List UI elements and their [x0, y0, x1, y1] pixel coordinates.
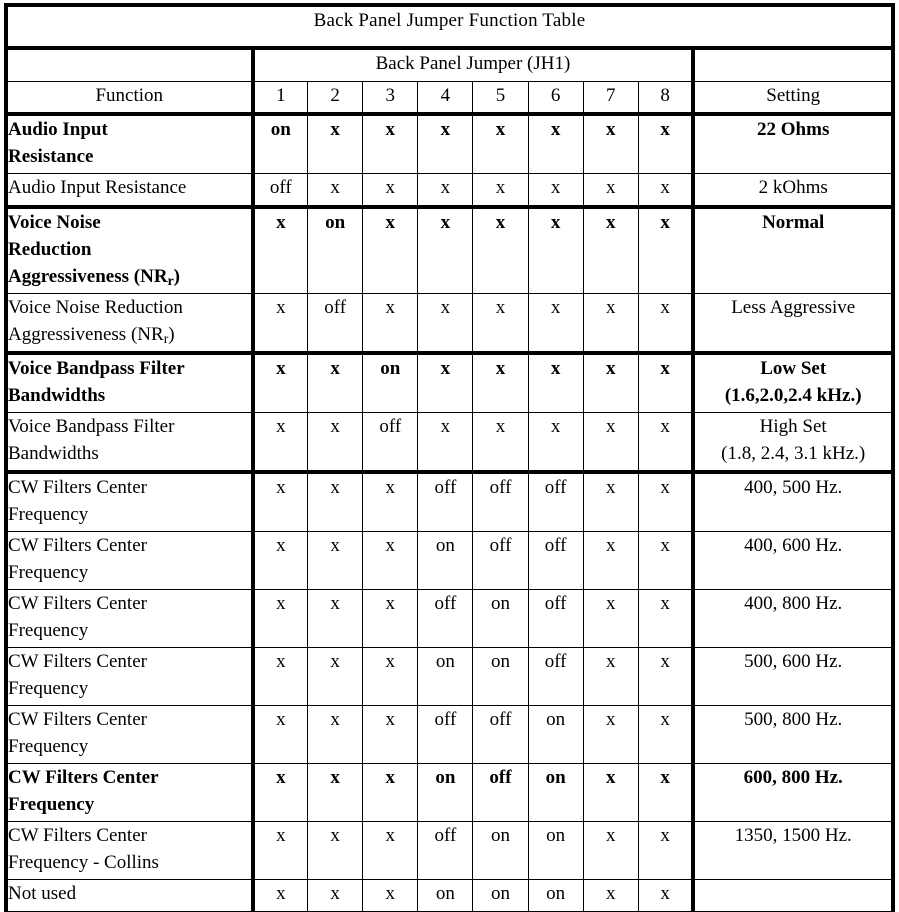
- pin-cell-1: x: [253, 590, 308, 648]
- jumper-band-row: [6, 48, 893, 82]
- function-cell: [6, 207, 253, 294]
- pin-cell-8: x: [638, 822, 693, 880]
- pin-cell-1: on: [253, 114, 308, 174]
- column-header-pin-7: 7: [583, 82, 638, 115]
- pin-cell-1: x: [253, 294, 308, 354]
- setting-cell: [693, 822, 893, 880]
- function-cell: [6, 648, 253, 706]
- pin-cell-4: off: [418, 472, 473, 532]
- pin-cell-3: x: [363, 532, 418, 590]
- setting-cell: [693, 532, 893, 590]
- function-line: Voice Bandpass Filter: [8, 358, 185, 379]
- nr-subscript: r: [163, 331, 169, 346]
- pin-cell-8: x: [638, 413, 693, 473]
- setting-column-spacer: [693, 48, 893, 82]
- setting-line: 400, 600 Hz.: [744, 535, 843, 556]
- pin-cell-7: x: [583, 114, 638, 174]
- pin-cell-2: x: [308, 648, 363, 706]
- pin-cell-5: on: [473, 590, 528, 648]
- pin-cell-5: off: [473, 532, 528, 590]
- setting-cell: [693, 472, 893, 532]
- pin-cell-4: off: [418, 706, 473, 764]
- table-row: [6, 880, 893, 912]
- function-line: Reduction: [8, 239, 92, 260]
- pin-cell-6: off: [528, 532, 583, 590]
- pin-cell-4: x: [418, 174, 473, 208]
- function-cell: [6, 532, 253, 590]
- function-cell: [6, 880, 253, 912]
- pin-cell-2: x: [308, 764, 363, 822]
- table-row: [6, 413, 893, 473]
- setting-line: 2 kOhms: [758, 177, 828, 198]
- function-line: Aggressiveness $(NR_r)$: [8, 266, 180, 288]
- table-row: [6, 648, 893, 706]
- table-row: [6, 114, 893, 174]
- pin-cell-5: x: [473, 353, 528, 413]
- pin-cell-3: x: [363, 822, 418, 880]
- pin-cell-8: x: [638, 294, 693, 354]
- pin-cell-1: x: [253, 413, 308, 473]
- function-line: Not used: [8, 883, 77, 904]
- nr-subscript: r: [167, 273, 174, 288]
- pin-cell-3: off: [363, 413, 418, 473]
- table-row: [6, 532, 893, 590]
- pin-cell-1: x: [253, 472, 308, 532]
- column-header-pin-3: 3: [363, 82, 418, 115]
- pin-cell-8: x: [638, 880, 693, 912]
- pin-cell-4: off: [418, 590, 473, 648]
- pin-cell-5: x: [473, 114, 528, 174]
- function-line: Frequency: [8, 562, 89, 583]
- pin-cell-8: x: [638, 114, 693, 174]
- pin-cell-3: x: [363, 590, 418, 648]
- pin-cell-5: off: [473, 764, 528, 822]
- setting-line: Less Aggressive: [731, 297, 856, 318]
- pin-cell-7: x: [583, 413, 638, 473]
- pin-cell-4: on: [418, 764, 473, 822]
- pin-cell-8: x: [638, 648, 693, 706]
- pin-cell-7: x: [583, 706, 638, 764]
- table-row: [6, 472, 893, 532]
- column-header-pin-5: 5: [473, 82, 528, 115]
- function-line: Frequency: [8, 736, 89, 757]
- table-row: [6, 174, 893, 208]
- pin-cell-6: x: [528, 353, 583, 413]
- column-header-pin-1: 1: [253, 82, 308, 115]
- column-header-row: [6, 82, 893, 115]
- function-line: Resistance: [8, 146, 94, 167]
- pin-cell-3: x: [363, 764, 418, 822]
- pin-cell-5: on: [473, 822, 528, 880]
- function-cell: [6, 472, 253, 532]
- function-column-spacer: [6, 48, 253, 82]
- setting-line: 22 Ohms: [757, 119, 830, 140]
- function-cell: [6, 114, 253, 174]
- function-cell: [6, 822, 253, 880]
- pin-cell-6: on: [528, 706, 583, 764]
- setting-cell: [693, 706, 893, 764]
- column-header-pin-6: 6: [528, 82, 583, 115]
- pin-cell-1: x: [253, 822, 308, 880]
- pin-cell-1: x: [253, 648, 308, 706]
- setting-line: (1.8, 2.4, 3.1 kHz.): [721, 443, 866, 464]
- setting-line: 400, 500 Hz.: [744, 477, 843, 498]
- function-line: Frequency: [8, 678, 89, 699]
- function-line: Frequency: [8, 620, 89, 641]
- setting-line: 600, 800 Hz.: [743, 767, 843, 788]
- pin-cell-3: x: [363, 114, 418, 174]
- pin-cell-7: x: [583, 590, 638, 648]
- pin-cell-7: x: [583, 353, 638, 413]
- pin-cell-7: x: [583, 822, 638, 880]
- setting-cell: [693, 207, 893, 294]
- setting-cell: [693, 353, 893, 413]
- function-line: Audio Input: [8, 119, 108, 140]
- pin-cell-2: off: [308, 294, 363, 354]
- pin-cell-7: x: [583, 764, 638, 822]
- pin-cell-7: x: [583, 472, 638, 532]
- function-cell: [6, 174, 253, 208]
- pin-cell-8: x: [638, 353, 693, 413]
- pin-cell-2: x: [308, 353, 363, 413]
- pin-cell-3: x: [363, 207, 418, 294]
- pin-cell-3: x: [363, 294, 418, 354]
- pin-cell-2: on: [308, 207, 363, 294]
- setting-line: Normal: [762, 212, 825, 233]
- pin-cell-2: x: [308, 532, 363, 590]
- pin-cell-2: x: [308, 590, 363, 648]
- function-line: CW Filters Center: [8, 767, 159, 788]
- function-cell: [6, 294, 253, 354]
- pin-cell-6: x: [528, 413, 583, 473]
- setting-cell: [693, 174, 893, 208]
- table-title-row: [6, 5, 893, 48]
- pin-cell-6: on: [528, 880, 583, 912]
- pin-cell-8: x: [638, 590, 693, 648]
- column-header-function: Function: [6, 82, 253, 115]
- pin-cell-6: on: [528, 764, 583, 822]
- function-line: Voice Bandpass Filter: [8, 416, 175, 437]
- column-header-setting: Setting: [693, 82, 893, 115]
- pin-cell-8: x: [638, 706, 693, 764]
- pin-cell-1: x: [253, 353, 308, 413]
- setting-cell: [693, 114, 893, 174]
- back-panel-jumper-function-table: [4, 3, 895, 912]
- pin-cell-3: x: [363, 706, 418, 764]
- pin-cell-5: off: [473, 706, 528, 764]
- pin-cell-6: x: [528, 294, 583, 354]
- function-line: Frequency - Collins: [8, 852, 159, 873]
- setting-cell: [693, 413, 893, 473]
- pin-cell-4: x: [418, 114, 473, 174]
- table-row: [6, 353, 893, 413]
- pin-cell-3: x: [363, 648, 418, 706]
- setting-cell: [693, 294, 893, 354]
- pin-cell-7: x: [583, 174, 638, 208]
- table-row: [6, 590, 893, 648]
- function-line: CW Filters Center: [8, 825, 147, 846]
- pin-cell-3: x: [363, 174, 418, 208]
- function-cell: [6, 413, 253, 473]
- pin-cell-7: x: [583, 532, 638, 590]
- setting-cell: [693, 764, 893, 822]
- setting-line: 400, 800 Hz.: [744, 593, 843, 614]
- column-header-pin-4: 4: [418, 82, 473, 115]
- table-container: [0, 3, 899, 904]
- function-cell: [6, 590, 253, 648]
- table-row: [6, 764, 893, 822]
- function-line: Bandwidths: [8, 443, 99, 464]
- pin-cell-4: x: [418, 207, 473, 294]
- function-line: Voice Noise: [8, 212, 101, 233]
- pin-cell-6: off: [528, 648, 583, 706]
- table-row: [6, 207, 893, 294]
- pin-cell-6: x: [528, 174, 583, 208]
- function-line: CW Filters Center: [8, 651, 147, 672]
- setting-cell: [693, 880, 893, 912]
- function-cell: [6, 706, 253, 764]
- page-title: Back Panel Jumper Function Table: [6, 5, 893, 48]
- pin-cell-4: x: [418, 413, 473, 473]
- pin-cell-1: x: [253, 532, 308, 590]
- pin-cell-8: x: [638, 472, 693, 532]
- function-line: Aggressiveness $(NR_r)$: [8, 324, 175, 346]
- pin-cell-6: on: [528, 822, 583, 880]
- pin-cell-2: x: [308, 706, 363, 764]
- pin-cell-4: off: [418, 822, 473, 880]
- pin-cell-1: x: [253, 880, 308, 912]
- setting-line: 500, 600 Hz.: [744, 651, 843, 672]
- pin-cell-1: x: [253, 706, 308, 764]
- pin-cell-1: off: [253, 174, 308, 208]
- pin-cell-3: x: [363, 472, 418, 532]
- pin-cell-8: x: [638, 532, 693, 590]
- pin-cell-4: on: [418, 648, 473, 706]
- pin-cell-2: x: [308, 880, 363, 912]
- pin-cell-3: on: [363, 353, 418, 413]
- function-line: Voice Noise Reduction: [8, 297, 183, 318]
- column-header-pin-2: 2: [308, 82, 363, 115]
- pin-cell-8: x: [638, 764, 693, 822]
- setting-cell: [693, 648, 893, 706]
- pin-cell-5: x: [473, 294, 528, 354]
- setting-line: 500, 800 Hz.: [744, 709, 843, 730]
- function-line: Bandwidths: [8, 385, 106, 406]
- table-row: [6, 822, 893, 880]
- pin-cell-4: x: [418, 353, 473, 413]
- function-line: CW Filters Center: [8, 477, 147, 498]
- pin-cell-5: x: [473, 207, 528, 294]
- pin-cell-2: x: [308, 413, 363, 473]
- pin-cell-7: x: [583, 207, 638, 294]
- pin-cell-4: on: [418, 880, 473, 912]
- pin-cell-3: x: [363, 880, 418, 912]
- setting-line: 1350, 1500 Hz.: [734, 825, 852, 846]
- setting-line: (1.6,2.0,2.4 kHz.): [724, 385, 862, 406]
- pin-cell-6: x: [528, 207, 583, 294]
- column-header-pin-8: 8: [638, 82, 693, 115]
- pin-cell-6: off: [528, 472, 583, 532]
- pin-cell-2: x: [308, 174, 363, 208]
- pin-cell-5: off: [473, 472, 528, 532]
- function-line: Audio Input Resistance: [8, 177, 187, 198]
- pin-cell-7: x: [583, 294, 638, 354]
- pin-cell-7: x: [583, 648, 638, 706]
- function-line: CW Filters Center: [8, 593, 147, 614]
- pin-cell-6: x: [528, 114, 583, 174]
- function-line: CW Filters Center: [8, 535, 147, 556]
- pin-cell-8: x: [638, 207, 693, 294]
- function-cell: [6, 764, 253, 822]
- setting-cell: [693, 590, 893, 648]
- pin-cell-6: off: [528, 590, 583, 648]
- pin-cell-1: x: [253, 207, 308, 294]
- function-line: CW Filters Center: [8, 709, 147, 730]
- function-line: Frequency: [8, 504, 89, 525]
- pin-cell-2: x: [308, 822, 363, 880]
- pin-cell-5: x: [473, 413, 528, 473]
- pin-cell-7: x: [583, 880, 638, 912]
- pin-cell-4: on: [418, 532, 473, 590]
- pin-cell-4: x: [418, 294, 473, 354]
- function-cell: [6, 353, 253, 413]
- setting-line: Low Set: [760, 358, 827, 379]
- table-row: [6, 706, 893, 764]
- pin-cell-5: x: [473, 174, 528, 208]
- jumper-band-label: Back Panel Jumper (JH1): [253, 48, 694, 82]
- table-row: [6, 294, 893, 354]
- pin-cell-2: x: [308, 472, 363, 532]
- pin-cell-2: x: [308, 114, 363, 174]
- pin-cell-8: x: [638, 174, 693, 208]
- pin-cell-5: on: [473, 648, 528, 706]
- function-line: Frequency: [8, 794, 95, 815]
- pin-cell-1: x: [253, 764, 308, 822]
- setting-line: High Set: [759, 416, 827, 437]
- pin-cell-5: on: [473, 880, 528, 912]
